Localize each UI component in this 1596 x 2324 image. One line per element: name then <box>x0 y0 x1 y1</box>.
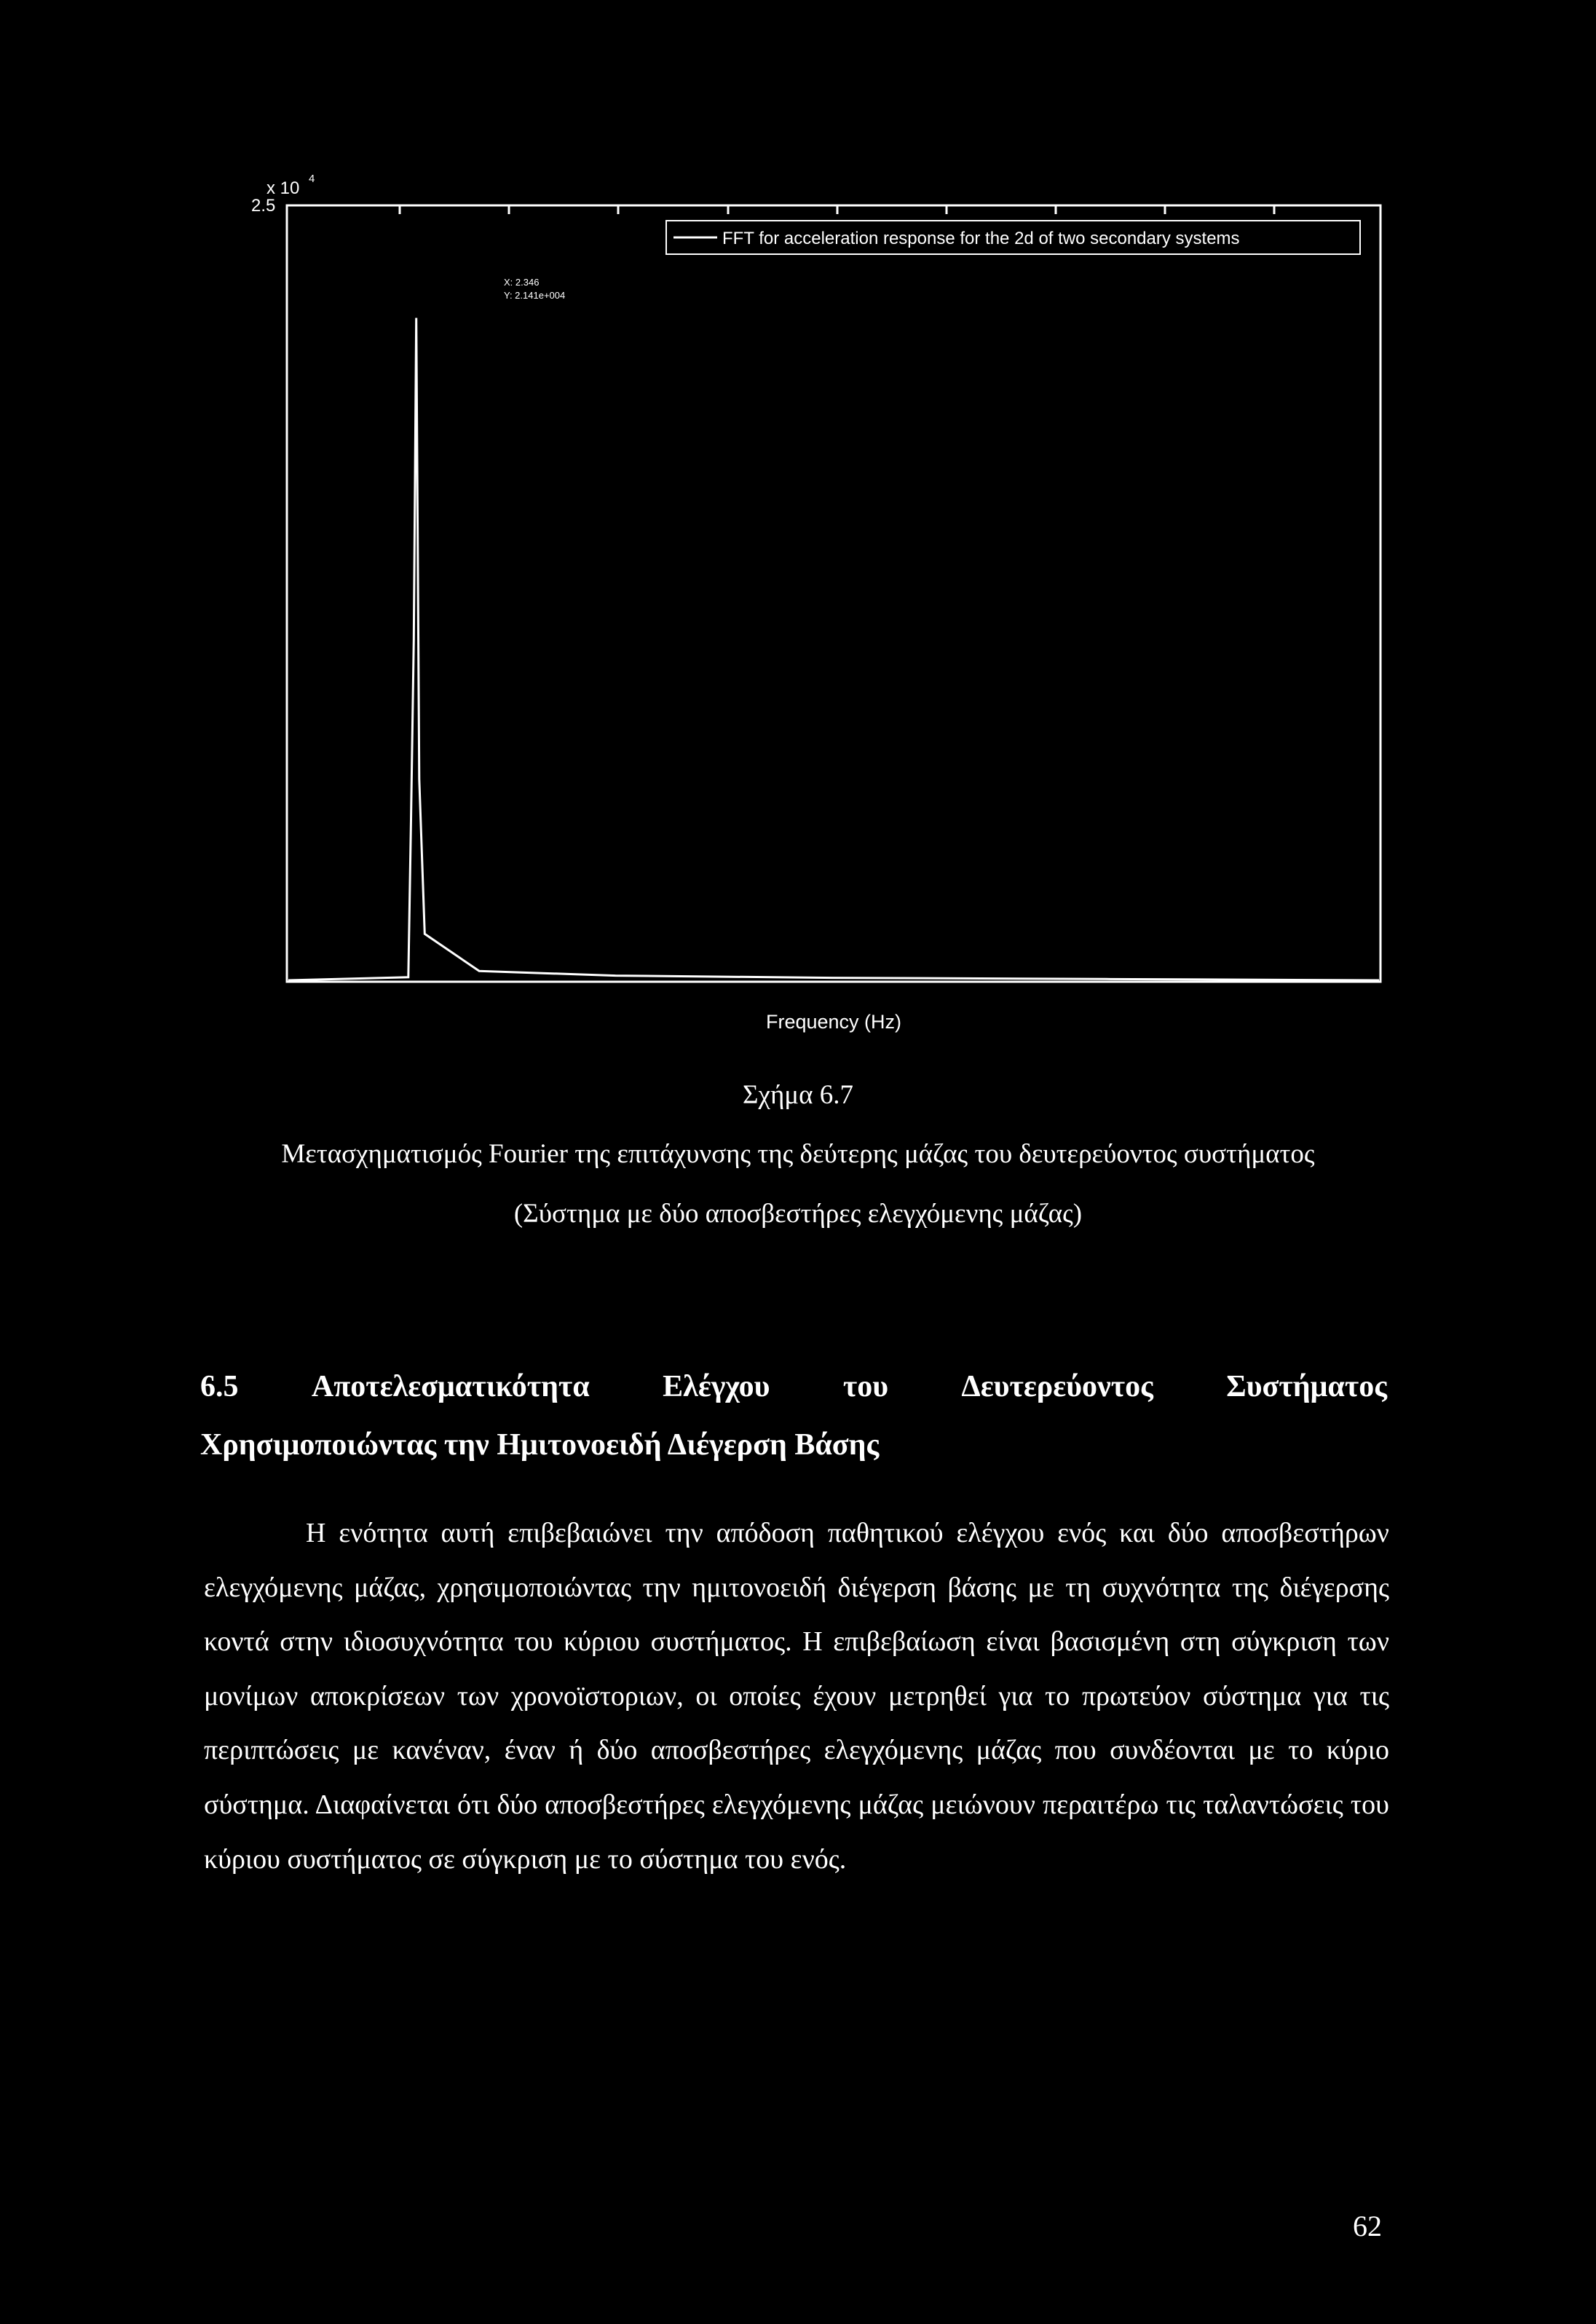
body-paragraph: Η ενότητα αυτή επιβεβαιώνει την απόδοση παθητικού ελέγχου ενός και δύο αποσβεστήρων ελεγχόμενης μάζας, χρησιμοποιώντας την ημιτονοειδή διέγερση βάσης με τη συχνότητα της διέγερσης κοντά στην ιδιοσυχνότητα του κύριου συστήματος. Η επιβεβαίωση είναι βασισμένη στη σύγκριση των μονίμων αποκρίσεων των χρονοϊστοριων, οι οποίες έχουν μετρηθεί για το πρωτεύον σύστημα για τις περιπτώσεις με κανέναν, έναν ή δύο αποσβεστήρες ελεγχόμενης μάζας που συνδέονται με το κύριο σύστημα. Διαφαίνεται ότι δύο αποσβεστήρες ελεγχόμενης μάζας μειώνουν περαιτέρω τις ταλαντώσεις του κύριου συστήματος σε σύγκριση με το σύστημα του ενός. <box>204 1518 1389 1875</box>
figure-caption-line2: (Σύστημα με δύο αποσβεστήρες ελεγχόμενης μάζας) <box>513 1199 1083 1229</box>
heading-word: του <box>842 1370 888 1403</box>
fft-chart <box>0 0 1596 1049</box>
datatip-y: Y: 2.141e+004 <box>504 290 566 301</box>
figure-caption-label: Σχήμα 6.7 <box>742 1080 854 1110</box>
section-heading-line1 <box>200 1369 1387 1404</box>
heading-word: Συστήματος <box>1226 1370 1387 1403</box>
heading-word: Δευτερεύοντος <box>961 1370 1153 1403</box>
fft-series-line <box>288 318 1379 981</box>
scale-exponent-label: x 10 <box>266 178 300 198</box>
x-axis-label: Frequency (Hz) <box>765 1011 902 1033</box>
page-number: 62 <box>1353 2210 1382 2242</box>
scale-exponent-power: 4 <box>309 173 315 185</box>
y-tick-label-top: 2.5 <box>251 196 276 216</box>
heading-word: 6.5 <box>200 1370 239 1403</box>
datatip-x: X: 2.346 <box>504 277 540 288</box>
section-heading-line2: Χρησιμοποιώντας την Ημιτονοειδή Διέγερση Βάσης <box>200 1428 880 1462</box>
heading-word: Αποτελεσματικότητα <box>311 1370 590 1403</box>
plot-frame <box>287 205 1380 982</box>
legend-label: FFT for acceleration response for the 2d of two secondary systems <box>722 229 1240 248</box>
heading-word: Ελέγχου <box>663 1370 770 1403</box>
fft-figure <box>0 0 1596 1049</box>
top-ticks <box>400 205 1274 214</box>
figure-caption-line1: Μετασχηματισμός Fourier της επιτάχυνσης της δεύτερης μάζας του δευτερεύοντος συστήματος <box>281 1139 1315 1169</box>
